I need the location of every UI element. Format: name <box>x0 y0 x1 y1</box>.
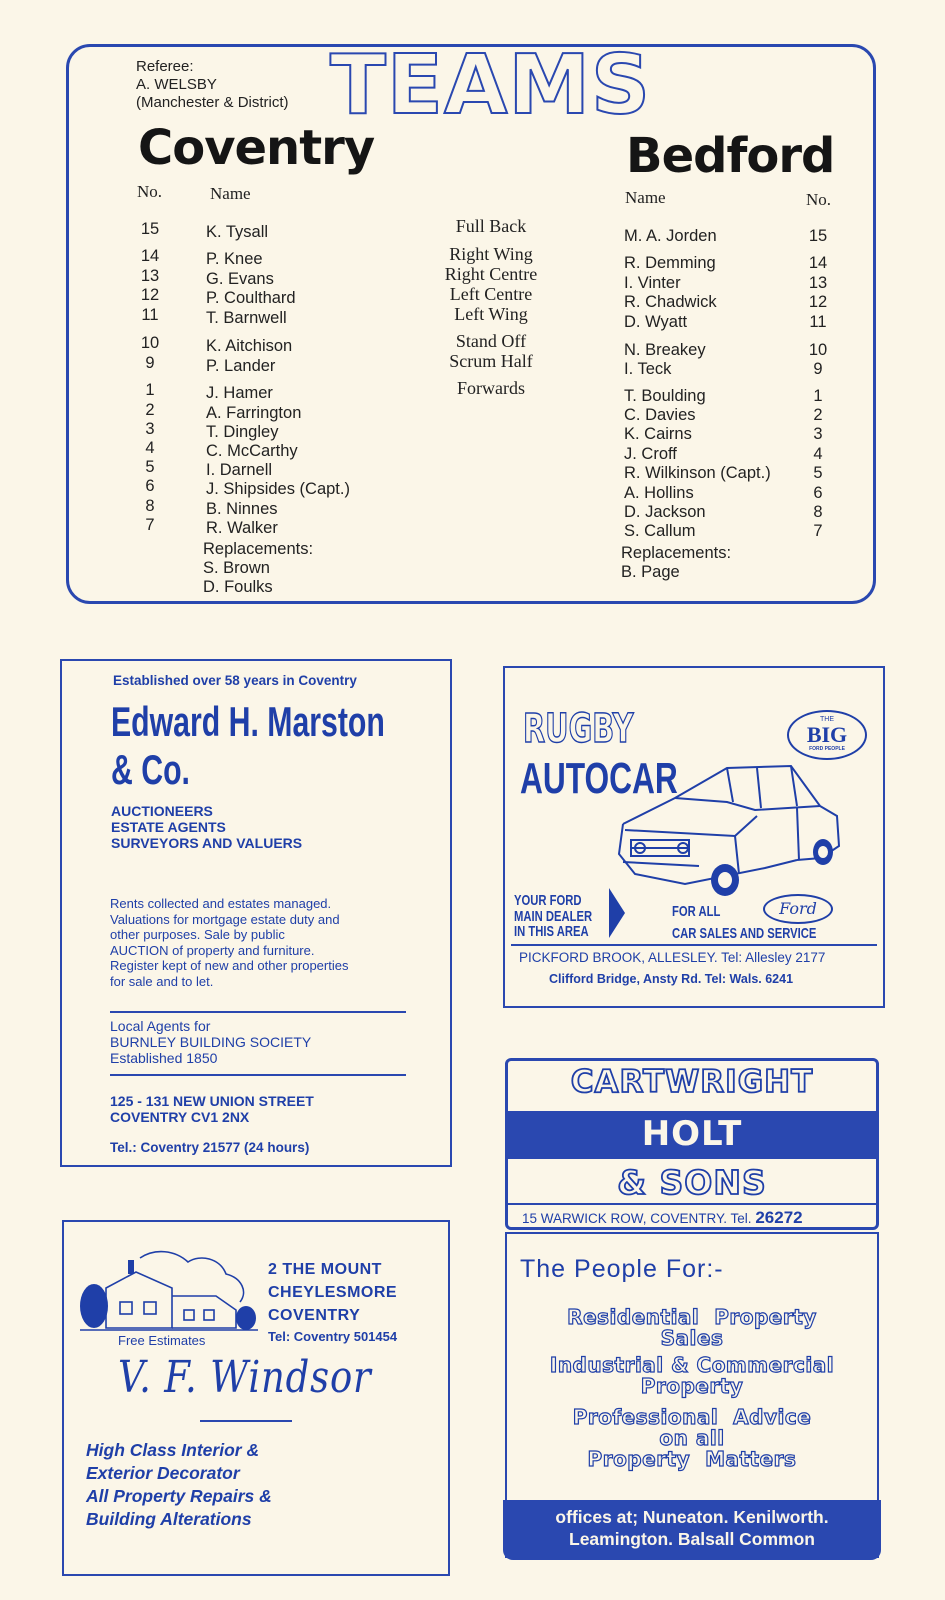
referee-block <box>136 58 289 112</box>
marston-description <box>110 896 348 989</box>
marston-services <box>111 803 302 851</box>
badge-the: THE <box>820 716 834 723</box>
position-label: Right Centre <box>444 264 538 284</box>
away-player-number: 1 <box>813 387 823 405</box>
windsor-tel: Tel: Coventry 501454 <box>268 1329 398 1344</box>
home-replacements-label: Replacements: <box>203 540 314 558</box>
home-player-name: I. Darnell <box>206 461 273 479</box>
away-player-number: 9 <box>813 360 823 378</box>
marston-name-line2: & Co. <box>111 746 190 793</box>
marston-desc-line: other purposes. Sale by public <box>110 927 285 942</box>
home-player-number: 3 <box>145 420 155 438</box>
home-player-name: G. Evans <box>206 270 274 288</box>
autocar-address-2: Clifford Bridge, Ansty Rd. Tel: Wals. 6241 <box>549 972 794 986</box>
away-player-number: 3 <box>813 425 823 443</box>
cartwright-line1: CARTWRIGHT <box>570 1064 814 1100</box>
marston-divider <box>110 1011 406 1013</box>
position-label: Left Centre <box>449 284 533 304</box>
home-player-number: 7 <box>145 516 155 534</box>
home-player-name: K. Aitchison <box>206 337 293 355</box>
ford-car-illustration <box>615 762 851 902</box>
marston-tel: Tel.: Coventry 21577 (24 hours) <box>110 1140 310 1155</box>
home-player-number: 13 <box>140 267 160 285</box>
away-player-number: 12 <box>808 293 828 311</box>
away-replacement: B. Page <box>621 563 680 581</box>
marston-desc-line: AUCTION of property and furniture. <box>110 942 315 958</box>
ford-logo: Ford <box>763 894 833 924</box>
cartwright-service-line: Sales <box>660 1326 724 1350</box>
position-label: Scrum Half <box>449 351 533 371</box>
marston-agents <box>110 1018 311 1066</box>
away-player-name: R. Wilkinson (Capt.) <box>624 464 771 482</box>
away-name-header: Name <box>625 188 666 207</box>
arrow-icon <box>609 888 625 938</box>
cartwright-service-line: Property Matters <box>587 1447 797 1471</box>
away-player-number: 5 <box>813 464 823 482</box>
marston-service: SURVEYORS AND VALUERS <box>111 835 303 851</box>
cartwright-service-line: Property <box>640 1374 744 1398</box>
cartwright-service-line: Industrial & Commercial <box>549 1353 835 1377</box>
home-player-number: 1 <box>145 381 155 399</box>
home-player-name: T. Dingley <box>206 423 279 441</box>
away-player-number: 11 <box>809 313 827 331</box>
home-replacement: D. Foulks <box>203 578 273 596</box>
home-player-number: 15 <box>140 220 160 238</box>
offices-line: Leamington. Balsall Common <box>569 1529 815 1549</box>
home-player-name: A. Farrington <box>206 404 302 422</box>
autocar-title-line1: RUGBY <box>523 706 634 752</box>
windsor-address <box>268 1258 397 1327</box>
cartwright-tel: 26272 <box>755 1208 803 1227</box>
position-label: Full Back <box>455 216 527 236</box>
home-player-name: C. McCarthy <box>206 442 298 460</box>
marston-desc-line: for sale and to let. <box>110 973 214 989</box>
home-player-number: 11 <box>141 306 159 324</box>
marston-agents-line: Established 1850 <box>110 1050 218 1066</box>
autocar-address-1: PICKFORD BROOK, ALLESLEY. Tel: Allesley 2177 <box>519 950 826 965</box>
big-ford-badge <box>787 710 867 760</box>
home-player-name: B. Ninnes <box>206 500 278 518</box>
referee-region: (Manchester & District) <box>136 94 289 111</box>
away-player-name: T. Boulding <box>624 387 706 405</box>
cartwright-service-line: Residential Property <box>567 1305 817 1329</box>
away-player-number: 14 <box>808 254 828 272</box>
home-player-name: T. Barnwell <box>206 309 287 327</box>
marston-address <box>110 1093 314 1125</box>
away-replacements-label: Replacements: <box>621 544 732 562</box>
home-player-number: 10 <box>140 334 160 352</box>
home-player-number: 4 <box>145 439 155 457</box>
autocar-right-text-2: CAR SALES AND SERVICE <box>672 925 817 942</box>
away-player-name: D. Jackson <box>624 503 706 521</box>
marston-tagline: Established over 58 years in Coventry <box>113 673 357 688</box>
away-player-name: N. Breakey <box>624 341 706 359</box>
windsor-service-line: All Property Repairs & <box>86 1486 272 1506</box>
home-player-name: P. Lander <box>206 357 276 375</box>
away-player-name: K. Cairns <box>624 425 692 443</box>
cartwright-service-line: on all <box>659 1426 725 1450</box>
away-player-name: A. Hollins <box>624 484 694 502</box>
away-player-number: 15 <box>808 227 828 245</box>
autocar-left-line: MAIN DEALER <box>514 907 593 925</box>
away-team-name: Bedford <box>626 128 835 184</box>
home-player-number: 9 <box>145 354 155 372</box>
cartwright-divider <box>508 1203 876 1205</box>
home-player-name: P. Coulthard <box>206 289 296 307</box>
referee-name: A. WELSBY <box>136 76 217 93</box>
home-player-number: 5 <box>145 458 155 476</box>
teams-title: TEAMS <box>330 38 652 133</box>
autocar-left-text <box>514 893 592 940</box>
away-player-number: 13 <box>808 274 828 292</box>
home-replacement: S. Brown <box>203 559 270 577</box>
marston-agents-line: BURNLEY BUILDING SOCIETY <box>110 1034 312 1050</box>
home-player-name: R. Walker <box>206 519 278 537</box>
autocar-right-text-1: FOR ALL <box>672 903 721 920</box>
away-player-number: 7 <box>813 522 823 540</box>
away-player-name: I. Vinter <box>624 274 681 292</box>
autocar-divider <box>511 944 877 946</box>
position-label: Right Wing <box>449 244 533 264</box>
windsor-services <box>86 1439 272 1531</box>
cartwright-line3: & SONS <box>617 1163 767 1202</box>
offices-text <box>503 1506 881 1550</box>
home-player-number: 14 <box>140 247 160 265</box>
cartwright-address-text: 15 WARWICK ROW, COVENTRY. Tel. <box>522 1211 752 1226</box>
home-player-number: 6 <box>145 477 155 495</box>
position-label: Left Wing <box>454 304 528 324</box>
badge-sub: FORD PEOPLE <box>809 746 845 752</box>
marston-service: ESTATE AGENTS <box>111 819 226 835</box>
away-player-number: 2 <box>813 406 823 424</box>
away-player-number: 8 <box>813 503 823 521</box>
windsor-address-line: CHEYLESMORE <box>268 1284 398 1301</box>
cartwright-service-line: Professional Advice <box>572 1405 812 1429</box>
autocar-left-line: YOUR FORD <box>514 892 582 909</box>
windsor-address-line: COVENTRY <box>268 1307 361 1324</box>
away-player-number: 10 <box>808 341 828 359</box>
position-label: Forwards <box>457 378 525 398</box>
home-player-name: J. Shipsides (Capt.) <box>206 480 350 498</box>
house-illustration <box>80 1248 258 1334</box>
home-no-header: No. <box>137 182 163 201</box>
windsor-address-line: 2 THE MOUNT <box>268 1261 382 1278</box>
marston-name-line1: Edward H. Marston <box>111 698 385 745</box>
away-player-name: C. Davies <box>624 406 696 424</box>
autocar-title-line2: AUTOCAR <box>520 754 678 803</box>
away-player-name: S. Callum <box>624 522 696 540</box>
marston-desc-line: Valuations for mortgage estate duty and <box>110 911 340 927</box>
home-name-header: Name <box>210 184 251 203</box>
away-player-name: M. A. Jorden <box>624 227 717 245</box>
marston-agents-line: Local Agents for <box>110 1018 211 1034</box>
referee-label: Referee: <box>136 58 194 75</box>
away-player-name: J. Croff <box>624 445 677 463</box>
cartwright-line2: HOLT <box>641 1114 743 1154</box>
offices-line: offices at; Nuneaton. Kenilworth. <box>555 1507 829 1527</box>
home-player-name: K. Tysall <box>206 223 269 241</box>
windsor-service-line: Exterior Decorator <box>86 1463 240 1483</box>
windsor-divider <box>200 1420 292 1422</box>
position-label: Stand Off <box>455 331 527 351</box>
marston-desc-line: Rents collected and estates managed. <box>110 896 332 911</box>
away-player-name: R. Demming <box>624 254 716 272</box>
windsor-signature: V. F. Windsor <box>118 1352 372 1403</box>
home-player-name: P. Knee <box>206 250 263 268</box>
cartwright-address <box>522 1208 803 1228</box>
marston-address-line: COVENTRY CV1 2NX <box>110 1109 250 1125</box>
away-player-number: 4 <box>813 445 823 463</box>
away-player-name: I. Teck <box>624 360 672 378</box>
marston-divider <box>110 1074 406 1076</box>
away-player-number: 6 <box>813 484 823 502</box>
marston-address-line: 125 - 131 NEW UNION STREET <box>110 1093 314 1109</box>
away-no-header: No. <box>806 190 832 209</box>
people-for: The People For:- <box>520 1255 724 1283</box>
home-team-name: Coventry <box>138 120 375 176</box>
away-player-name: D. Wyatt <box>624 313 688 331</box>
marston-service: AUCTIONEERS <box>111 803 213 819</box>
marston-desc-line: Register kept of new and other properties <box>110 958 349 973</box>
windsor-service-line: High Class Interior & <box>86 1440 260 1460</box>
home-player-number: 2 <box>145 401 155 419</box>
badge-big: BIG <box>806 722 848 747</box>
away-player-name: R. Chadwick <box>624 293 717 311</box>
free-estimates: Free Estimates <box>118 1333 206 1348</box>
home-player-number: 8 <box>145 497 155 515</box>
home-player-number: 12 <box>140 286 160 304</box>
windsor-service-line: Building Alterations <box>86 1509 252 1529</box>
home-player-name: J. Hamer <box>206 384 273 402</box>
autocar-left-line: IN THIS AREA <box>514 923 589 940</box>
